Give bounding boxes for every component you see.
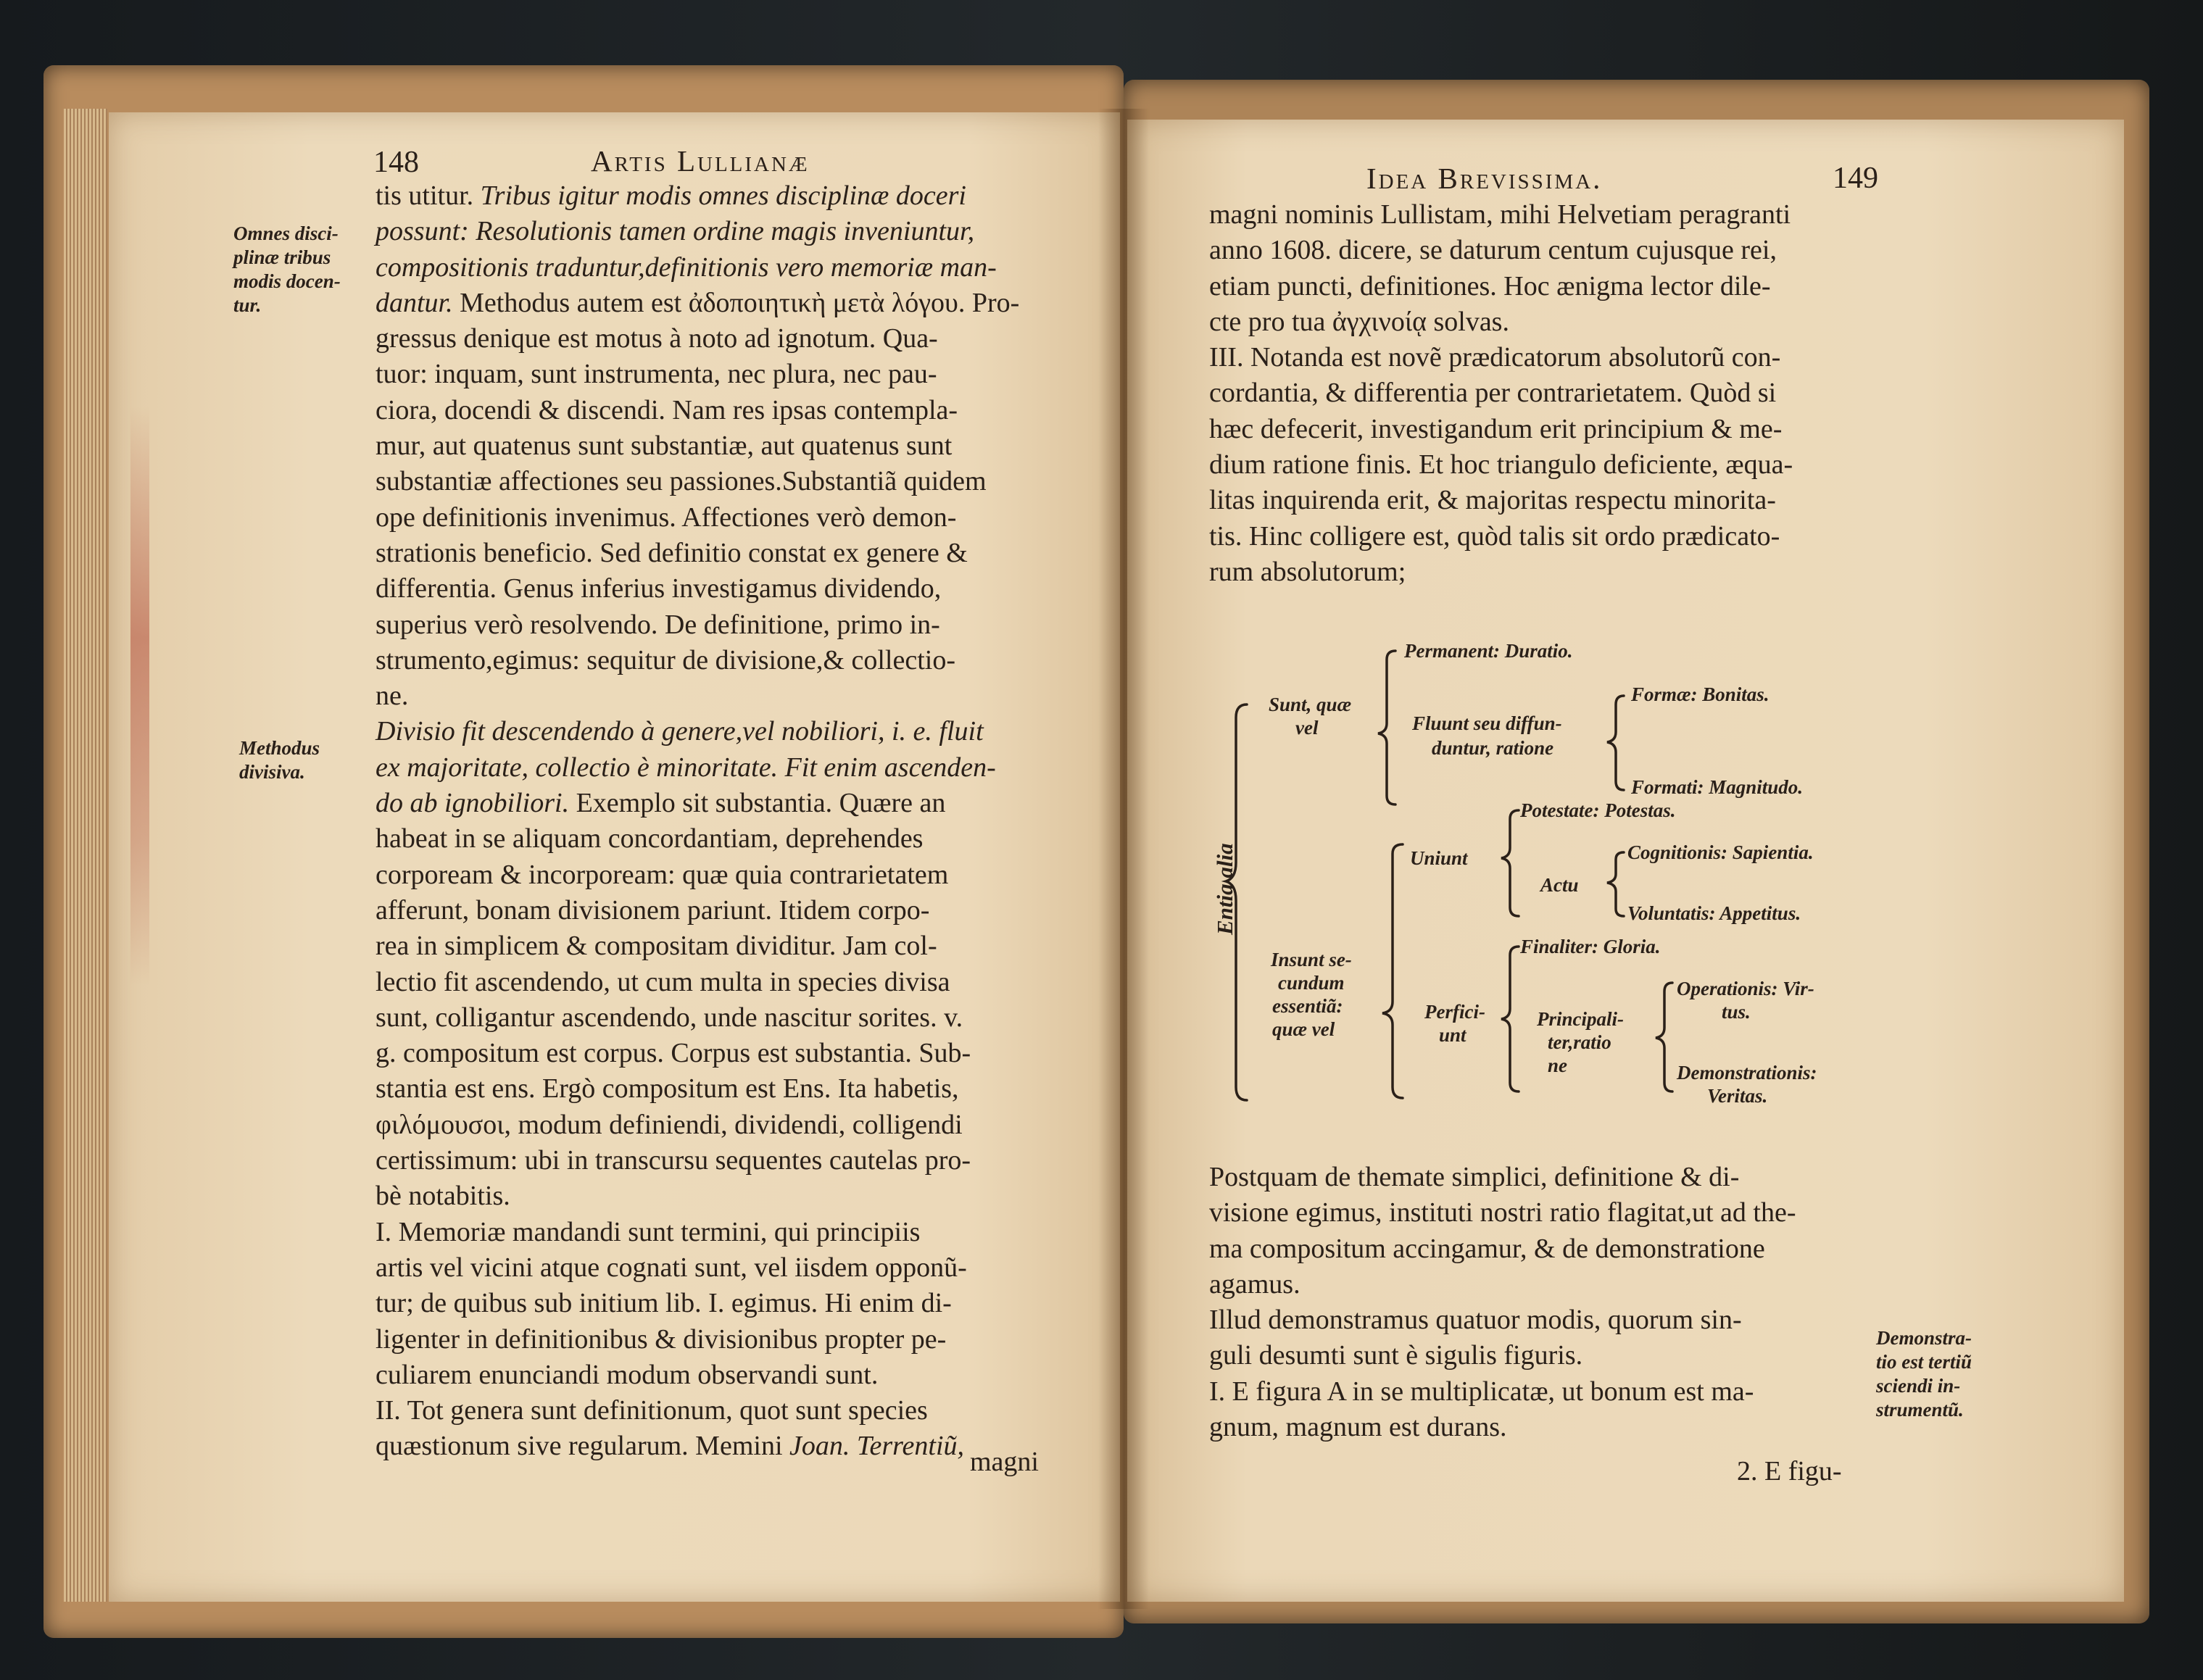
text-segment: quæstionum sive regularum. Memini [376,1431,790,1462]
diagram-demonstrationis-2: Veritas. [1707,1085,1768,1107]
text-segment: anno 1608. dicere, se daturum centum cujusque rei, [1209,235,1777,266]
text-line [376,678,1019,714]
diagram-perficiunt-1: Perfici- [1424,1001,1485,1023]
left-page-text [376,178,1019,1465]
text-segment: tuor: inquam, sunt instrumenta, nec plura, nec pau- [376,359,937,390]
diagram-sunt-2: vel [1295,717,1319,739]
text-line [1209,519,1793,554]
text-segment: tis. Hinc colligere est, quòd talis sit ordo prædicato- [1209,520,1780,552]
text-line [376,1393,1019,1429]
text-line [1209,304,1793,340]
diagram-demonstrationis-1: Demonstrationis: [1677,1062,1817,1084]
text-segment: gressus denique est motus à noto ad ignotum. Qua- [376,323,938,354]
text-line [1209,1374,1796,1410]
text-line [376,321,1019,357]
text-segment: substantiæ affectiones seu passiones.Substantiã quidem [376,466,987,497]
diagram-principaliter-3: ne [1548,1055,1567,1076]
book-gutter [1098,109,1149,1609]
text-line [376,607,1019,643]
text-line [1209,340,1793,375]
text-segment: Tribus igitur modis omnes disciplinæ doceri [480,180,966,211]
text-segment: gnum, magnum est durans. [1209,1412,1507,1443]
text-line [1209,197,1793,233]
text-line [1209,269,1793,304]
diagram-formati: Formati: Magnitudo. [1631,776,1804,798]
text-segment: Joan. Terrentiũ, [789,1431,965,1462]
text-line [376,286,1019,321]
text-segment: φιλόμουσοι, modum definiendi, dividendi, colligendi [376,1109,963,1140]
diagram-fluunt-1: Fluunt seu diffun- [1412,712,1562,734]
diagram-insunt-2: cundum [1278,972,1345,994]
text-line [376,821,1019,857]
text-segment: cordantia, & differentia per contrarietatem. Quòd si [1209,378,1777,409]
margin-note-line: sciendi in- [1876,1375,1961,1397]
text-segment: ciora, docendi & discendi. Nam res ipsas contempla- [376,394,958,425]
text-line [376,393,1019,428]
text-segment: strationis beneficio. Sed definitio constat ex genere & [376,537,968,568]
text-line [1209,1195,1796,1231]
text-segment: I. Memoriæ mandandi sunt termini, qui principiis [376,1216,921,1247]
text-segment: certissimum: ubi in transcursu sequentes cautelas pro- [376,1145,971,1176]
text-line [376,750,1019,786]
text-line [376,1286,1019,1321]
text-segment: Postquam de themate simplici, definitione & di- [1209,1162,1740,1192]
text-line [376,714,1019,749]
text-segment: culiarem enunciandi modum observandi sunt. [376,1359,879,1390]
diagram-permanent: Permanent: Duratio. [1404,640,1573,662]
text-segment: differentia. Genus inferius investigamus dividendo, [376,573,942,604]
text-line [376,893,1019,928]
text-segment: II. Tot genera sunt definitionum, quot sunt species [376,1395,928,1426]
diagram-fluunt-2: duntur, ratione [1432,737,1554,759]
diagram-perficiunt-2: unt [1439,1024,1466,1046]
text-segment: hæc defecerit, investigandum erit principium & me- [1209,413,1783,444]
text-line [376,178,1019,214]
text-line [1209,233,1793,268]
text-segment: cte pro tua ἀγχινοίᾳ solvas. [1209,306,1509,337]
left-page-number: 148 [373,146,419,179]
text-line [1209,1231,1796,1267]
text-segment: visione egimus, instituti nostri ratio flagitat,ut ad the- [1209,1197,1796,1228]
diagram-actu: Actu [1540,874,1579,896]
text-segment: stantia est ens. Ergò compositum est Ens. Ita habetis, [376,1073,959,1105]
margin-note-line: Methodus [239,737,320,759]
text-line [376,1036,1019,1071]
text-segment: Illud demonstramus quatuor modis, quorum sin- [1209,1305,1742,1336]
right-page-text-bottom [1209,1160,1796,1445]
fluunt-brace [1607,696,1624,790]
text-line [1209,554,1793,590]
text-segment: ope definitionis invenimus. Affectiones verò demon- [376,502,957,533]
text-line [376,1250,1019,1286]
predicate-tree-diagram [1200,623,1932,1142]
margin-note [233,222,341,317]
text-line [376,643,1019,678]
text-line [376,536,1019,571]
text-segment: do ab ignobiliori. [376,788,570,819]
text-segment: etiam puncti, definitiones. Hoc ænigma lector dile- [1209,270,1771,302]
diagram-cognitionis: Cognitionis: Sapientia. [1627,841,1814,863]
diagram-voluntatis: Voluntatis: Appetitus. [1627,902,1801,924]
diagram-sunt-1: Sunt, quæ [1269,694,1352,715]
diagram-principaliter-1: Principali- [1537,1008,1624,1030]
text-segment: rea in simplicem & compositam dividitur. Jam col- [376,931,937,962]
text-segment: tur; de quibus sub initium lib. I. egimus. Hi enim di- [376,1288,952,1319]
left-catchword: magni [970,1447,1039,1477]
text-segment: Exemplo sit substantia. Quære an [569,788,946,819]
text-segment: rum absolutorum; [1209,556,1406,587]
text-line [1209,412,1793,447]
text-line [376,1322,1019,1357]
text-line [376,1215,1019,1250]
text-segment: guli desumti sunt è sigulis figuris. [1209,1340,1583,1371]
margin-note-line: strumentũ. [1876,1399,1964,1421]
text-line [376,464,1019,499]
text-segment: dium ratione finis. Et hoc triangulo deficiente, æqua- [1209,449,1793,481]
text-segment: ligenter in definitionibus & divisionibus propter pe- [376,1323,947,1355]
text-line [1209,1410,1796,1445]
text-segment: tis utitur. [376,180,481,211]
perficiunt-brace [1501,947,1519,1091]
text-line [376,965,1019,1000]
text-segment: dantur. [376,287,453,318]
text-line [376,1071,1019,1107]
principaliter-brace [1656,983,1672,1091]
text-segment: Divisio fit descendendo à genere,vel nobiliori, i. e. fluit [376,716,984,747]
text-line [376,857,1019,893]
diagram-potestate: Potestate: Potestas. [1520,799,1676,821]
page-edges [64,109,107,1602]
uniunt-brace [1501,810,1519,916]
text-segment: ne. [376,681,409,712]
text-line [1209,375,1793,411]
text-segment: sunt, colligantur ascendendo, unde nascitur sorites. v. [376,1002,963,1033]
text-line [376,428,1019,464]
text-segment: afferunt, bonam divisionem pariunt. Itidem corpo- [376,894,930,926]
text-segment: compositionis traduntur,definitionis vero memoriæ man- [376,251,997,283]
text-segment: strumento,egimus: sequitur de divisione,& collectio- [376,644,955,675]
text-segment: ma compositum accingamur, & de demonstratione [1209,1233,1765,1264]
margin-note-line: Omnes disci- [233,223,339,244]
right-catchword: 2. E figu- [1737,1456,1842,1486]
margin-note [1876,1326,1972,1422]
text-line [376,357,1019,392]
right-page-text-top [1209,197,1793,590]
text-segment: superius verò resolvendo. De definitione, primo in- [376,609,940,640]
text-line [1209,1267,1796,1302]
text-line [1209,1160,1796,1195]
margin-note-line: tio est tertiũ [1876,1351,1972,1373]
margin-note-line: tur. [233,294,262,316]
text-line [376,250,1019,286]
text-line [1209,1302,1796,1338]
text-segment: III. Notanda est novẽ prædicatorum absolutorũ con- [1209,342,1781,373]
diagram-finaliter: Finaliter: Gloria. [1520,936,1661,957]
text-line [376,786,1019,821]
left-running-head: Artis Lullianæ [591,144,810,178]
red-page-edge [130,406,149,986]
text-segment: possunt: Resolutionis tamen ordine magis inveniuntur, [376,216,975,247]
text-segment: artis vel vicini atque cognati sunt, vel iisdem opponũ- [376,1252,967,1283]
text-segment: mur, aut quatenus sunt substantiæ, aut quatenus sunt [376,431,953,462]
text-segment: ex majoritate, collectio è minoritate. Fit enim ascenden- [376,752,996,783]
text-line [1209,483,1793,518]
text-line [376,1178,1019,1214]
diagram-principaliter-2: ter,ratio [1548,1031,1611,1053]
text-segment: I. E figura A in se multiplicatæ, ut bonum est ma- [1209,1376,1754,1407]
diagram-forma: Formæ: Bonitas. [1631,683,1770,705]
text-line [376,1357,1019,1393]
text-line [1209,447,1793,483]
sunt-brace [1378,651,1395,804]
right-page-number: 149 [1833,162,1878,195]
margin-note-line: modis docen- [233,270,341,292]
text-segment: g. compositum est corpus. Corpus est substantia. Sub- [376,1038,971,1069]
margin-note-line: Demonstra- [1876,1327,1972,1349]
text-segment: magni nominis Lullistam, mihi Helvetiam peragranti [1209,199,1791,230]
diagram-root-label: Entia alia [1212,843,1237,935]
text-line [376,1143,1019,1178]
insunt-brace [1382,844,1403,1098]
diagram-operationis-1: Operationis: Vir- [1677,978,1814,999]
text-segment: litas inquirenda erit, & majoritas respectu minorita- [1209,485,1776,516]
margin-note-line: divisiva. [239,761,305,783]
diagram-insunt-3: essentiã: [1272,995,1343,1017]
text-segment: lectio fit ascendendo, ut cum multa in species divisa [376,966,950,997]
text-segment: habeat in se aliquam concordantiam, deprehendes [376,823,924,854]
text-line [376,500,1019,536]
text-line [376,1000,1019,1036]
text-line [376,214,1019,249]
margin-note-line: plinæ tribus [233,246,331,268]
text-line [1209,1338,1796,1373]
text-segment: corpoream & incorpoream: quæ quia contrarietatem [376,859,949,890]
text-line [376,1107,1019,1143]
diagram-uniunt: Uniunt [1410,847,1468,869]
text-line [376,928,1019,964]
right-running-head: Idea Brevissima. [1366,162,1603,195]
text-line [376,1429,1019,1464]
text-segment: agamus. [1209,1268,1300,1299]
diagram-insunt-1: Insunt se- [1271,949,1352,970]
diagram-operationis-2: tus. [1722,1001,1751,1023]
text-segment: bè notabitis. [376,1181,510,1212]
text-segment: Methodus autem est ἀδοποιητικὴ μετὰ λόγου. Pro- [452,287,1020,318]
diagram-insunt-4: quæ vel [1272,1018,1335,1040]
actu-brace [1607,852,1624,916]
text-line [376,571,1019,607]
margin-note [239,736,320,784]
